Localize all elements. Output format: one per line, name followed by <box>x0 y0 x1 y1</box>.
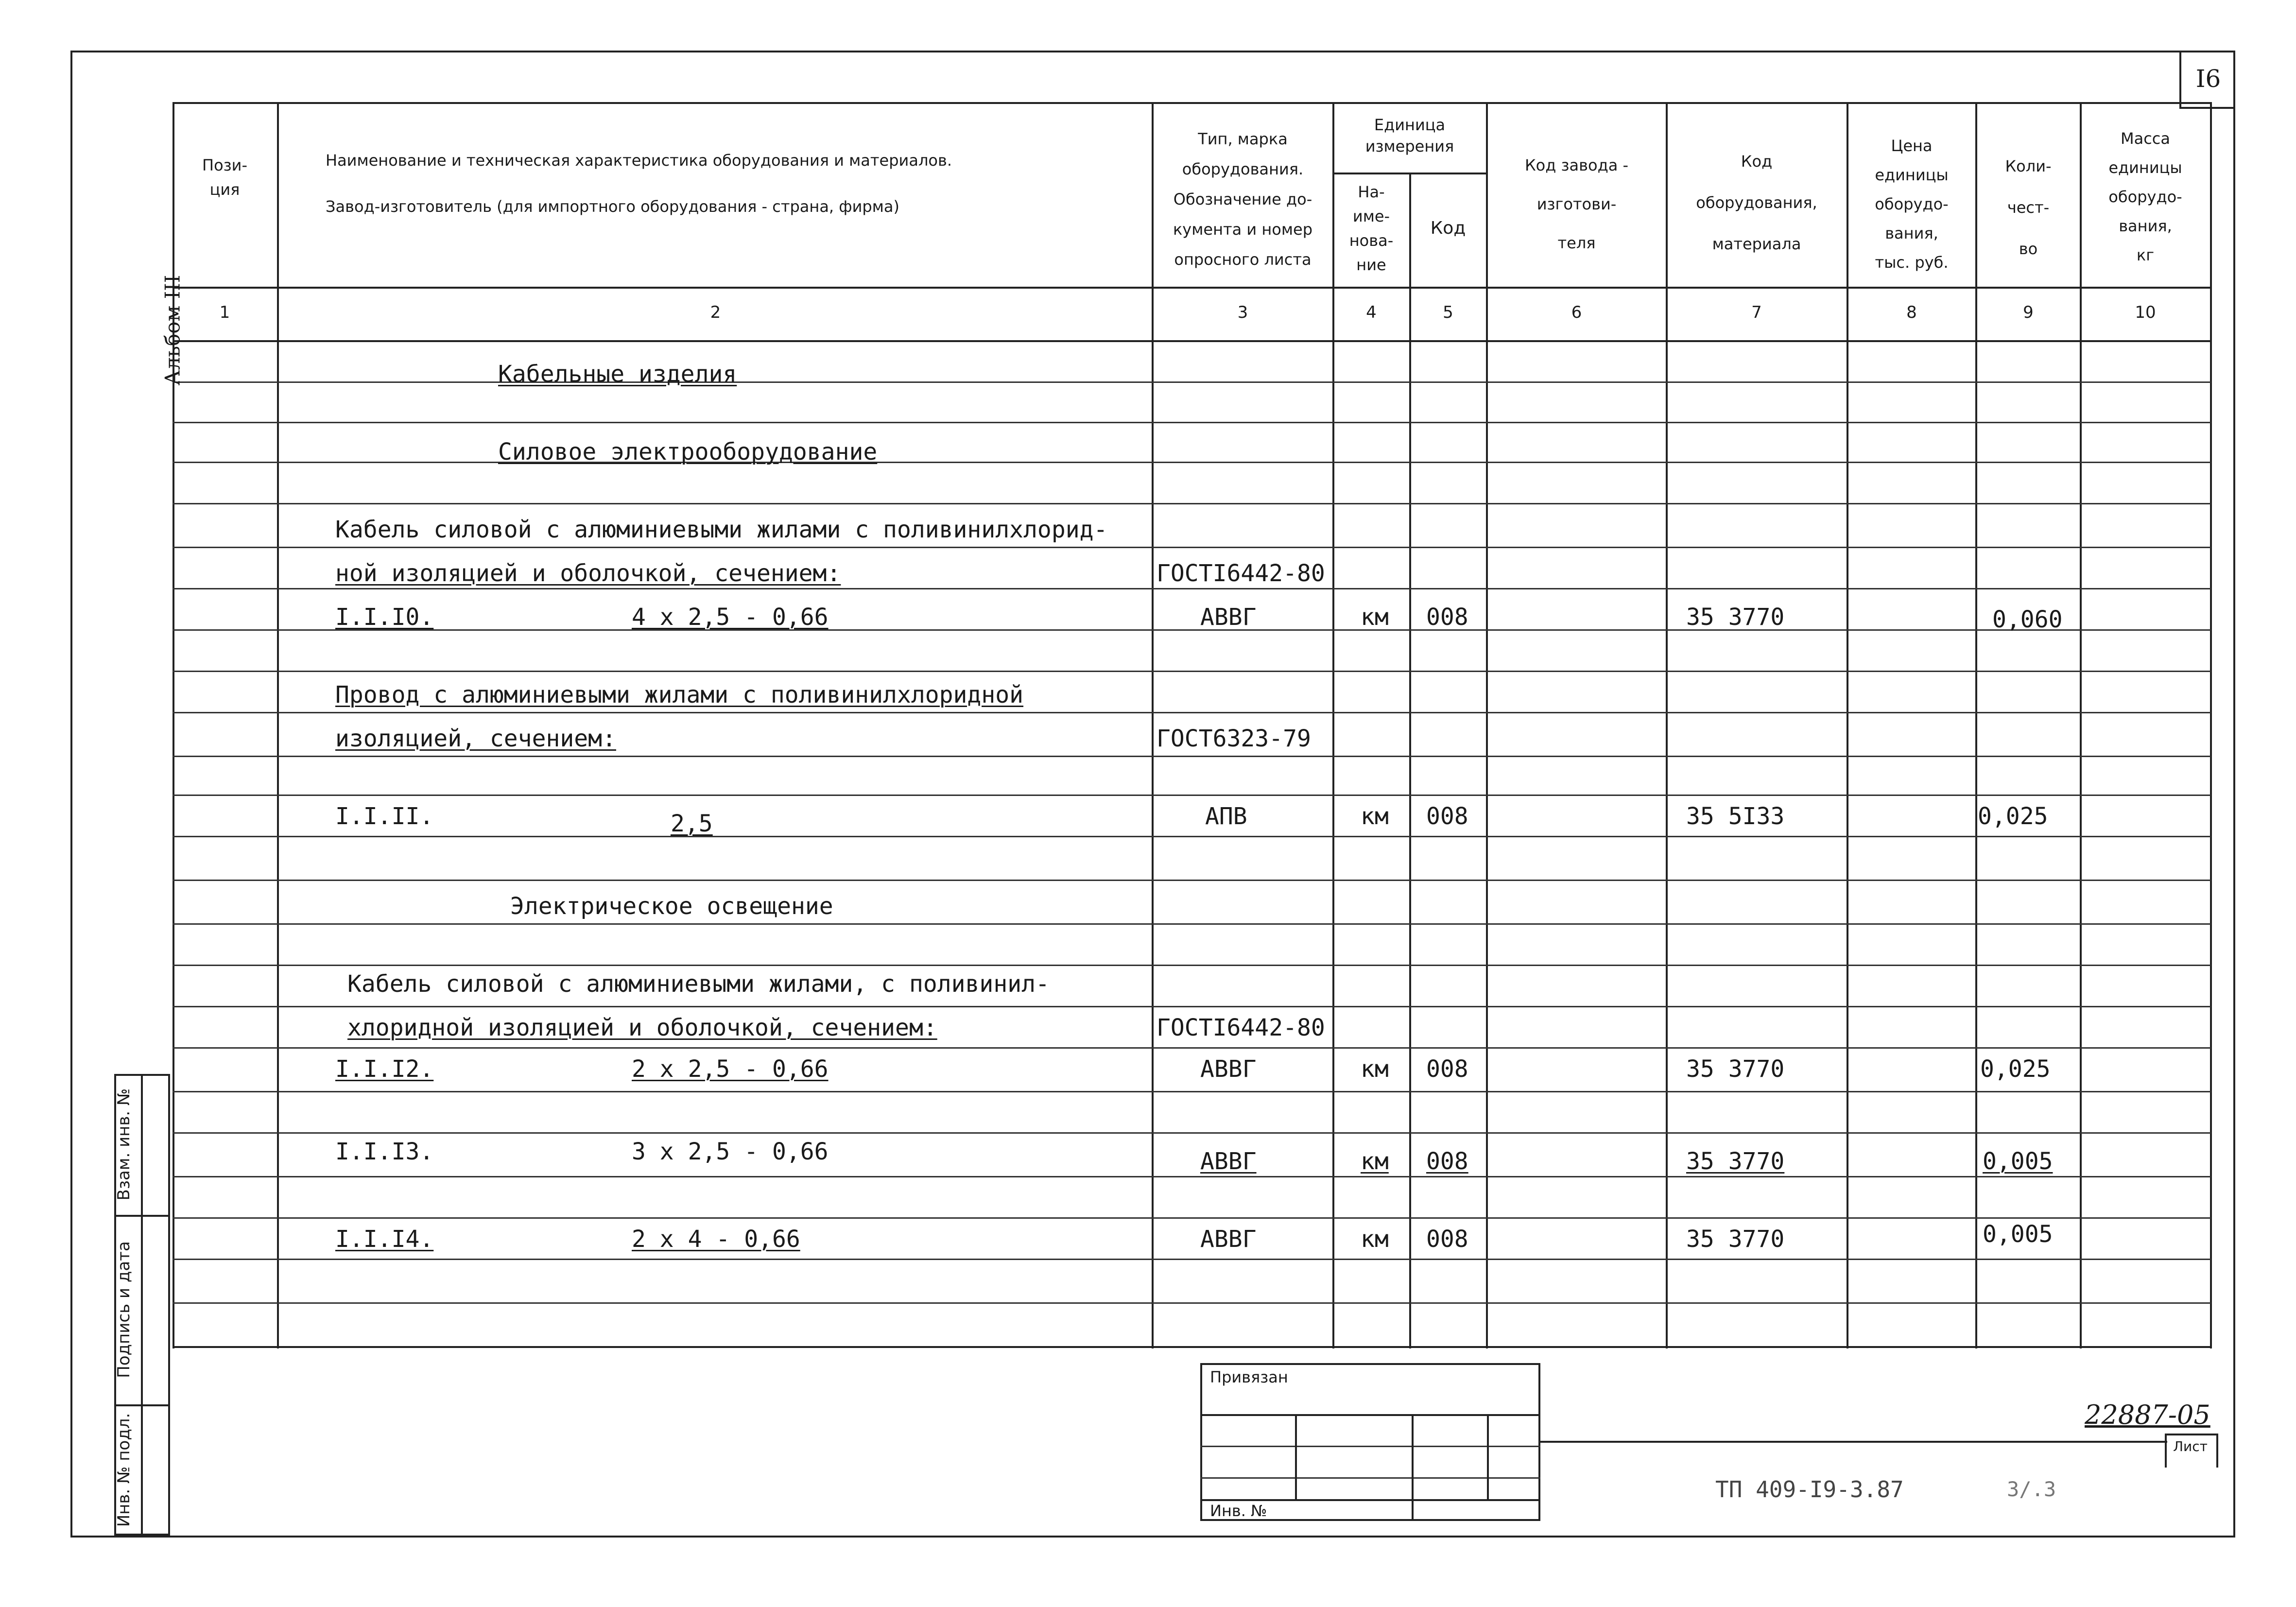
cable1-document: ГОСТI6442-80 <box>1157 560 1325 587</box>
item-i13-spec: 3 x 2,5 - 0,66 <box>632 1138 829 1165</box>
col-number-9: 9 <box>2023 303 2034 322</box>
wire-document: ГОСТ6323-79 <box>1157 725 1311 752</box>
item-i11-unit-code: 008 <box>1426 803 1468 830</box>
item-i12-spec: 2 x 2,5 - 0,66 <box>632 1055 829 1083</box>
item-i11-code: 35 5I33 <box>1686 803 1785 830</box>
item-i14-type: АВВГ <box>1200 1226 1257 1253</box>
col-number-7: 7 <box>1751 303 1762 322</box>
item-i10-type: АВВГ <box>1200 604 1257 631</box>
item-i10-unit: км <box>1361 604 1389 631</box>
sheet-label: Лист <box>2173 1438 2208 1454</box>
item-i12-unit-code: 008 <box>1426 1055 1468 1083</box>
item-i10-position: I.I.I0. <box>335 604 434 631</box>
col-number-1: 1 <box>219 303 230 322</box>
col-number-10: 10 <box>2135 303 2156 322</box>
item-i11-type: АПВ <box>1205 803 1247 830</box>
sheet-number: I6 <box>2179 51 2235 109</box>
item-i13-position: I.I.I3. <box>335 1138 434 1165</box>
side-stamp-inv-podl: Инв. № подл. <box>114 1413 134 1527</box>
cable1-description-line1: Кабель силовой с алюминиевыми жилами с поливинилхлорид- <box>335 516 1108 543</box>
item-i13-code: 35 3770 <box>1686 1148 1785 1175</box>
cable2-document: ГОСТI6442-80 <box>1157 1014 1325 1041</box>
item-i10-quantity: 0,060 <box>1992 606 2063 633</box>
col-number-2: 2 <box>710 303 721 322</box>
document-code: ТП 409-I9-3.87 <box>1715 1476 1904 1503</box>
header-name-line1: Наименование и техническая характеристика оборудования и материалов. <box>326 151 952 170</box>
col-number-3: 3 <box>1237 303 1248 322</box>
item-i12-code: 35 3770 <box>1686 1055 1785 1083</box>
cable1-description-line2: ной изоляцией и оболочкой, сечением: <box>335 560 841 587</box>
album-label: Альбом III <box>160 275 185 386</box>
header-unit-code: Код <box>1430 218 1466 238</box>
col-number-4: 4 <box>1366 303 1377 322</box>
header-position: Пози- ция <box>202 156 247 199</box>
item-i14-unit-code: 008 <box>1426 1226 1468 1253</box>
item-i10-code: 35 3770 <box>1686 604 1785 631</box>
header-unit-group: Единица измерения <box>1365 116 1454 156</box>
header-factory-code: Код завода - изготови- теля <box>1524 156 1629 252</box>
privyazan-stamp <box>1200 1363 1540 1521</box>
cable2-description-line1: Кабель силовой с алюминиевыми жилами, с поливинил- <box>347 970 1050 998</box>
cable2-description-line2: хлоридной изоляцией и оболочкой, сечением: <box>347 1014 937 1041</box>
header-type: Тип, марка оборудования. Обозначение до- кумента и номер опросного листа <box>1173 130 1313 269</box>
inv-number-label: Инв. № <box>1210 1502 1267 1520</box>
registration-number: 22887-05 <box>2085 1400 2210 1430</box>
item-i14-spec: 2 x 4 - 0,66 <box>632 1226 800 1253</box>
item-i13-unit: км <box>1361 1148 1389 1175</box>
header-quantity: Коли- чест- во <box>2005 157 2052 258</box>
item-i12-type: АВВГ <box>1200 1055 1257 1083</box>
item-i13-quantity: 0,005 <box>1983 1148 2053 1175</box>
item-i14-quantity: 0,005 <box>1983 1221 2053 1248</box>
wire-description-line2: изоляцией, сечением: <box>335 725 616 752</box>
page-reference: 3/.3 <box>2007 1477 2056 1501</box>
header-mass: Масса единицы оборудо- вания, кг <box>2108 129 2182 264</box>
section-title-cables: Кабельные изделия <box>498 361 737 388</box>
item-i14-position: I.I.I4. <box>335 1226 434 1253</box>
item-i11-unit: км <box>1361 803 1389 830</box>
item-i13-type: АВВГ <box>1200 1148 1257 1175</box>
wire-description-line1: Провод с алюминиевыми жилами с поливинилхлоридной <box>335 681 1024 708</box>
item-i12-position: I.I.I2. <box>335 1055 434 1083</box>
item-i12-unit: км <box>1361 1055 1389 1083</box>
item-i10-unit-code: 008 <box>1426 604 1468 631</box>
col-number-6: 6 <box>1571 303 1582 322</box>
item-i14-unit: км <box>1361 1226 1389 1253</box>
header-price: Цена единицы оборудо- вания, тыс. руб. <box>1875 137 1949 272</box>
col-number-5: 5 <box>1443 303 1453 322</box>
section-title-power: Силовое электрооборудование <box>498 438 878 466</box>
item-i11-quantity: 0,025 <box>1978 803 2048 830</box>
item-i13-unit-code: 008 <box>1426 1148 1468 1175</box>
header-name-line2: Завод-изготовитель (для импортного оборудования - страна, фирма) <box>326 197 899 216</box>
item-i11-position: I.I.II. <box>335 803 434 830</box>
section-title-lighting: Электрическое освещение <box>510 893 833 920</box>
item-i10-spec: 4 x 2,5 - 0,66 <box>632 604 829 631</box>
side-stamp-vzam: Взам. инв. № <box>114 1088 134 1201</box>
privyazan-label: Привязан <box>1210 1368 1288 1386</box>
item-i11-spec: 2,5 <box>671 810 713 837</box>
item-i12-quantity: 0,025 <box>1980 1055 2051 1083</box>
item-i14-code: 35 3770 <box>1686 1226 1785 1253</box>
header-unit-name: На- име- нова- ние <box>1349 183 1394 274</box>
side-stamp-podpis: Подпись и дата <box>114 1241 134 1378</box>
col-number-8: 8 <box>1906 303 1917 322</box>
header-equipment-code: Код оборудования, материала <box>1696 152 1817 253</box>
